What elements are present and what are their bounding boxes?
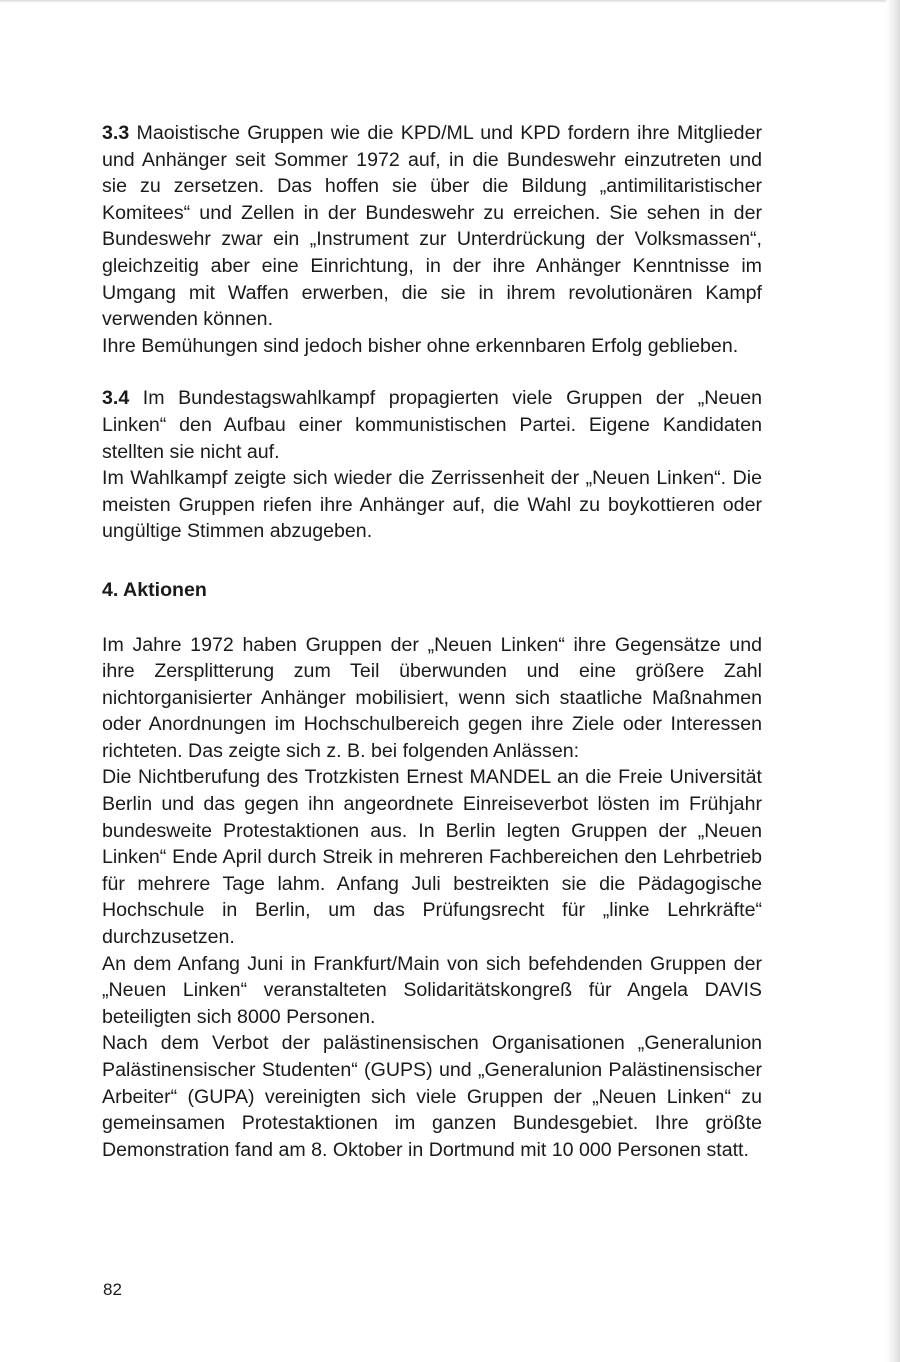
- section-4-paragraph-3: An dem Anfang Juni in Frankfurt/Main von sich befehdenden Gruppen der „Neuen Linken“ veranstalteten Solidaritätskongreß für Angela DAVIS beteiligten sich 8000 Personen.: [102, 952, 762, 1028]
- section-4-paragraph-2: Die Nichtberufung des Trotzkisten Ernest MANDEL an die Freie Universität Berlin und das gegen ihn angeordnete Einreiseverbot lösten im Frühjahr bundesweite Protestaktionen aus. In Berlin legten Gruppen der „Neuen Linken“ Ende April durch Streik in mehreren Fachbereichen den Lehrbetrieb für mehrere Tage lahm. Anfang Juli bestreikten sie die Pädagogische Hochschule in Berlin, um das Prüfungsrecht für „linke Lehrkräfte“ durchzusetzen.: [102, 766, 762, 949]
- section-3-4-text: Im Bundestagswahlkampf propagierten viele Gruppen der „Neuen Linken“ den Aufbau einer kommunistischen Partei. Eigene Kandidaten stellten sie nicht auf.: [102, 387, 762, 463]
- section-3-3-number: 3.3: [102, 122, 130, 144]
- section-4-heading: 4. Aktionen: [102, 578, 207, 601]
- section-3-4-number: 3.4: [102, 387, 130, 410]
- section-3-4-paragraph: [102, 385, 762, 465]
- section-4-body: [102, 632, 762, 1164]
- section-3-3-text: Maoistische Gruppen wie die KPD/ML und KPD fordern ihre Mitglieder und Anhänger seit Sommer 1972 auf, in die Bundeswehr einzutreten und sie zu zersetzen. Das hoffen sie über die Bildung „antimilitaristischer Komitees“ und Zellen in der Bundeswehr zu erreichen. Sie sehen in der Bundeswehr zwar ein „Instrument zur Unterdrückung der Volksmassen“, gleichzeitig aber eine Einrichtung, in der ihre Anhänger Kenntnisse im Umgang mit Waffen erwerben, die sie in ihrem revolutionären Kampf verwenden können.: [102, 122, 762, 331]
- section-4-paragraph-4: Nach dem Verbot der palästinensischen Organisationen „Generalunion Palästinensischer Studenten“ (GUPS) und „Generalunion Palästinensischer Arbeiter“ (GUPA) vereinigten sich viele Gruppen der „Neuen Linken“ zu gemeinsamen Protestaktionen im ganzen Bundesgebiet. Ihre größte Demonstration fand am 8. Oktober in Dortmund mit 10 000 Personen statt.: [102, 1032, 762, 1161]
- section-4-paragraph-1: Im Jahre 1972 haben Gruppen der „Neuen Linken“ ihre Gegensätze und ihre Zersplitterung zum Teil überwunden und eine größere Zahl nichtorganisierter Anhänger mobilisiert, wenn sich staatliche Maßnahmen oder Anordnungen im Hochschulbereich gegen ihre Ziele oder Interessen richteten. Das zeigte sich z. B. bei folgenden Anlässen:: [102, 633, 762, 762]
- section-3-4-paragraph-2: Im Wahlkampf zeigte sich wieder die Zerrissenheit der „Neuen Linken“. Die meisten Gruppen riefen ihre Anhänger auf, die Wahl zu boykottieren oder ungültige Stimmen abzugeben.: [102, 467, 762, 543]
- section-3-3-paragraph-2: Ihre Bemühungen sind jedoch bisher ohne erkennbaren Erfolg geblieben.: [102, 334, 739, 357]
- page-number: 82: [103, 1280, 122, 1299]
- section-3-3: [102, 120, 762, 359]
- scan-edge-right: [886, 0, 900, 1362]
- section-3-4: [102, 385, 762, 545]
- page-body: [102, 120, 762, 1163]
- section-3-3-paragraph: [102, 120, 762, 333]
- scan-edge-top: [0, 0, 900, 3]
